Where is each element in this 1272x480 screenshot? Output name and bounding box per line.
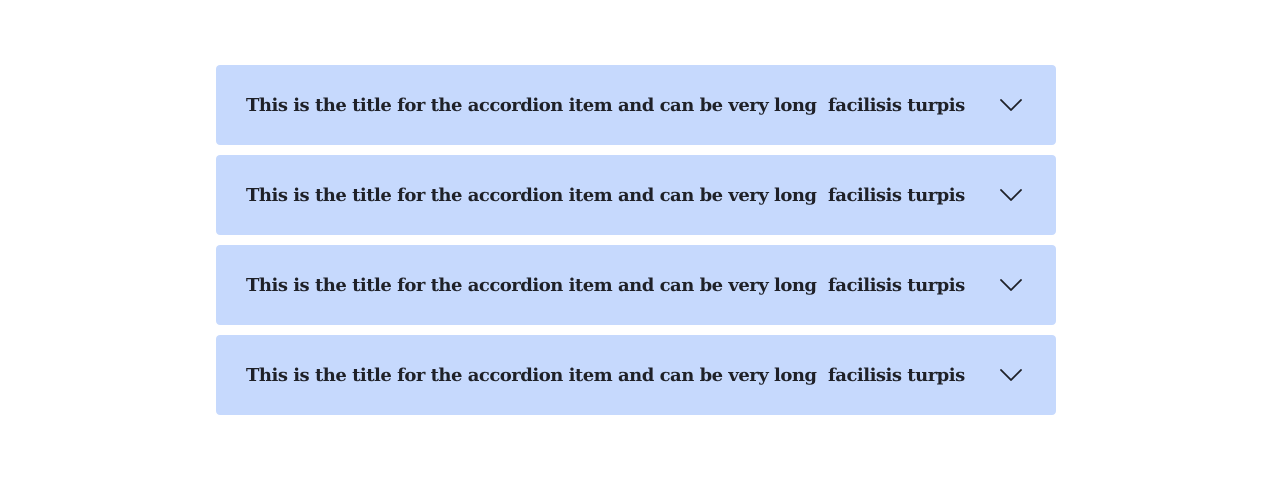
accordion-item-title: This is the title for the accordion item and can be very long facilisis turpis xyxy=(246,184,965,206)
chevron-down-icon[interactable] xyxy=(998,362,1024,388)
accordion-item-3[interactable] xyxy=(216,245,1056,325)
accordion-item-2[interactable] xyxy=(216,155,1056,235)
chevron-down-icon[interactable] xyxy=(998,182,1024,208)
accordion-item-title: This is the title for the accordion item and can be very long facilisis turpis xyxy=(246,94,965,116)
accordion-item-1[interactable] xyxy=(216,65,1056,145)
accordion-item-title: This is the title for the accordion item and can be very long facilisis turpis xyxy=(246,364,965,386)
chevron-down-icon[interactable] xyxy=(998,272,1024,298)
accordion xyxy=(216,65,1056,425)
accordion-item-title: This is the title for the accordion item and can be very long facilisis turpis xyxy=(246,274,965,296)
accordion-item-4[interactable] xyxy=(216,335,1056,415)
chevron-down-icon[interactable] xyxy=(998,92,1024,118)
